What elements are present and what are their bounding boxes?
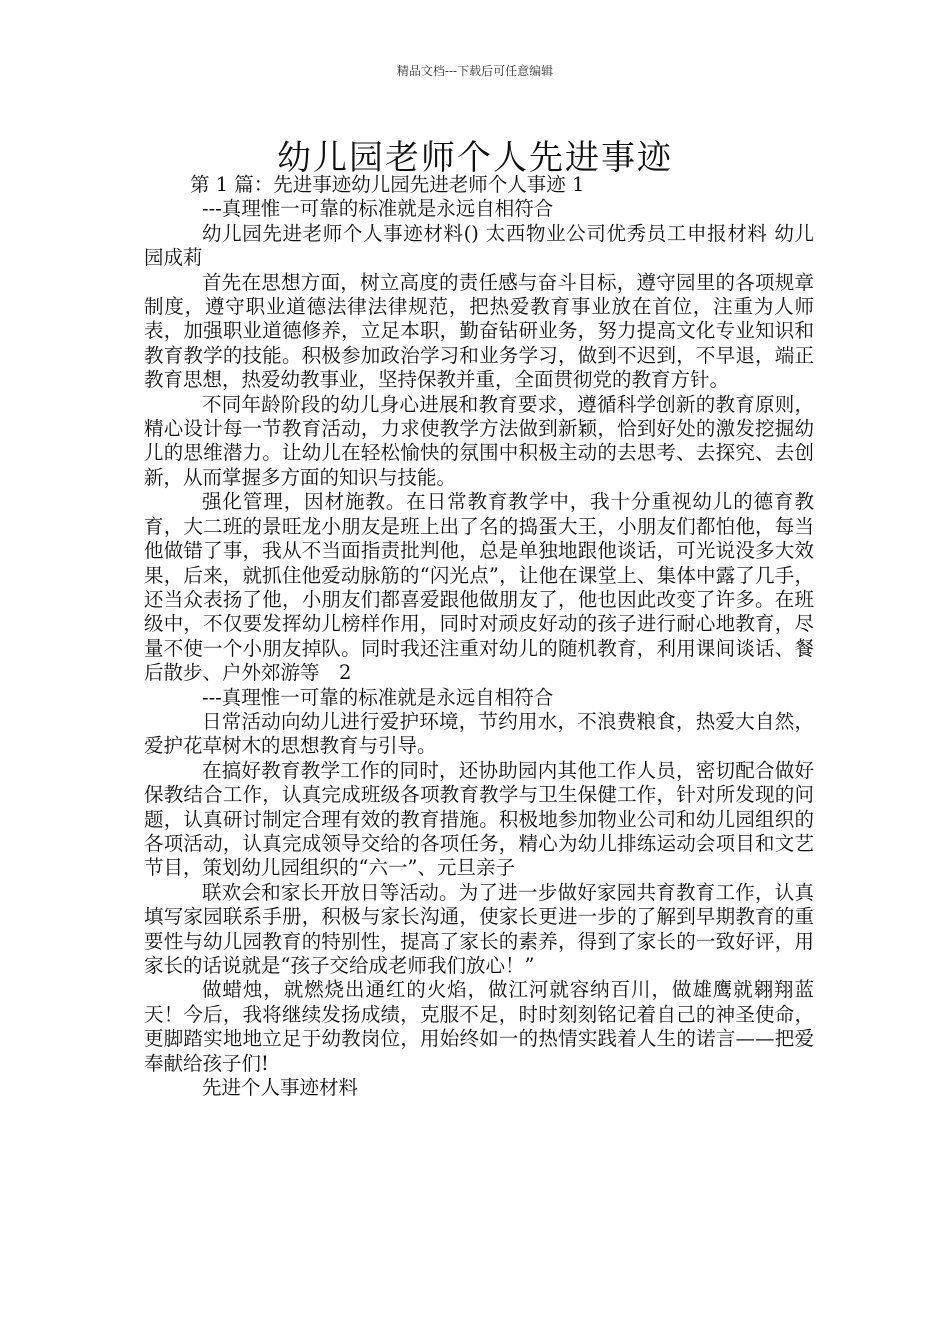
motto-line-2: ---真理惟一可靠的标准就是永远自相符合 xyxy=(202,685,554,709)
paragraph-2: 不同年龄阶段的幼儿身心进展和教育要求，遵循科学创新的教育原则，精心设计每一节教育活动，力求使教学方法做到新颖，恰到好处的激发挖掘幼儿的思维潜力。让幼儿在轻松愉快的氛围中积极主动的去思考、去探究、去创新，从而掌握多方面的知识与技能。 xyxy=(144,392,814,489)
paragraph-4: 日常活动向幼儿进行爱护环境，节约用水，不浪费粮食，热爱大自然，爱护花草树木的思想教育与引导。 xyxy=(144,709,814,758)
document-body xyxy=(144,173,814,1100)
paragraph-6: 联欢会和家长开放日等活动。为了进一步做好家园共育教育工作，认真填写家园联系手册，积极与家长沟通，使家长更进一步的了解到早期教育的重要性与幼儿园教育的特别性，提高了家长的素养，得到了家长的一致好评，用家长的话说就是“孩子交给成老师我们放心！” xyxy=(144,880,814,977)
paragraph-1: 首先在思想方面，树立高度的责任感与奋斗目标，遵守园里的各项规章制度，遵守职业道德法律法律规范，把热爱教育事业放在首位，注重为人师表，加强职业道德修养，立足本职，勤奋钻研业务，努力提高文化专业知识和教育教学的技能。积极参加政治学习和业务学习，做到不迟到，不早退，端正教育思想，热爱幼教事业，坚持保教并重，全面贯彻党的教育方针。 xyxy=(144,270,814,392)
chapter-heading: 第 1 篇：先进事迹幼儿园先进老师个人事迹 1 xyxy=(190,173,585,196)
paragraph-7: 做蜡烛，就燃烧出通红的火焰，做江河就容纳百川，做雄鹰就翱翔蓝天！今后，我将继续发扬成绩，克服不足，时时刻刻铭记着自己的神圣使命，更脚踏实地地立足于幼教岗位，用始终如一的热情实践着人生的诺言——把爱奉献给孩子们! xyxy=(144,978,814,1075)
document-title: 幼儿园老师个人先进事迹 xyxy=(277,138,673,178)
paragraph-3: 强化管理，因材施教。在日常教育教学中，我十分重视幼儿的德育教育，大二班的景旺龙小朋友是班上出了名的捣蛋大王，小朋友们都怕他，每当他做错了事，我从不当面指责批判他，总是单独地跟他谈话，可光说没多大效果，后来，就抓住他爱动脉筋的“闪光点”，让他在课堂上、集体中露了几手，还当众表扬了他，小朋友们都喜爱跟他做朋友了，他也因此改变了许多。在班级中，不仅要发挥幼儿榜样作用，同时对顽皮好动的孩子进行耐心地教育，尽量不使一个小朋友掉队。同时我还注重对幼儿的随机教育，利用课间谈话、餐后散步、户外郊游等 2 xyxy=(144,490,814,685)
motto-line: ---真理惟一可靠的标准就是永远自相符合 xyxy=(202,197,554,221)
page-header: 精品文档---下载后可任意编辑 xyxy=(396,64,554,78)
intro-paragraph: 幼儿园先进老师个人事迹材料() 太西物业公司优秀员工申报材料 幼儿园成莉 xyxy=(144,221,814,270)
paragraph-8: 先进个人事迹材料 xyxy=(202,1076,359,1100)
paragraph-5: 在搞好教育教学工作的同时，还协助园内其他工作人员，密切配合做好保教结合工作，认真完成班级各项教育教学与卫生保健工作，针对所发现的问题，认真研讨制定合理有效的教育措施。积极地参加物业公司和幼儿园组织的各项活动，认真完成领导交给的各项任务，精心为幼儿排练运动会项目和文艺节目，策划幼儿园组织的“六一”、元旦亲子 xyxy=(144,758,814,880)
